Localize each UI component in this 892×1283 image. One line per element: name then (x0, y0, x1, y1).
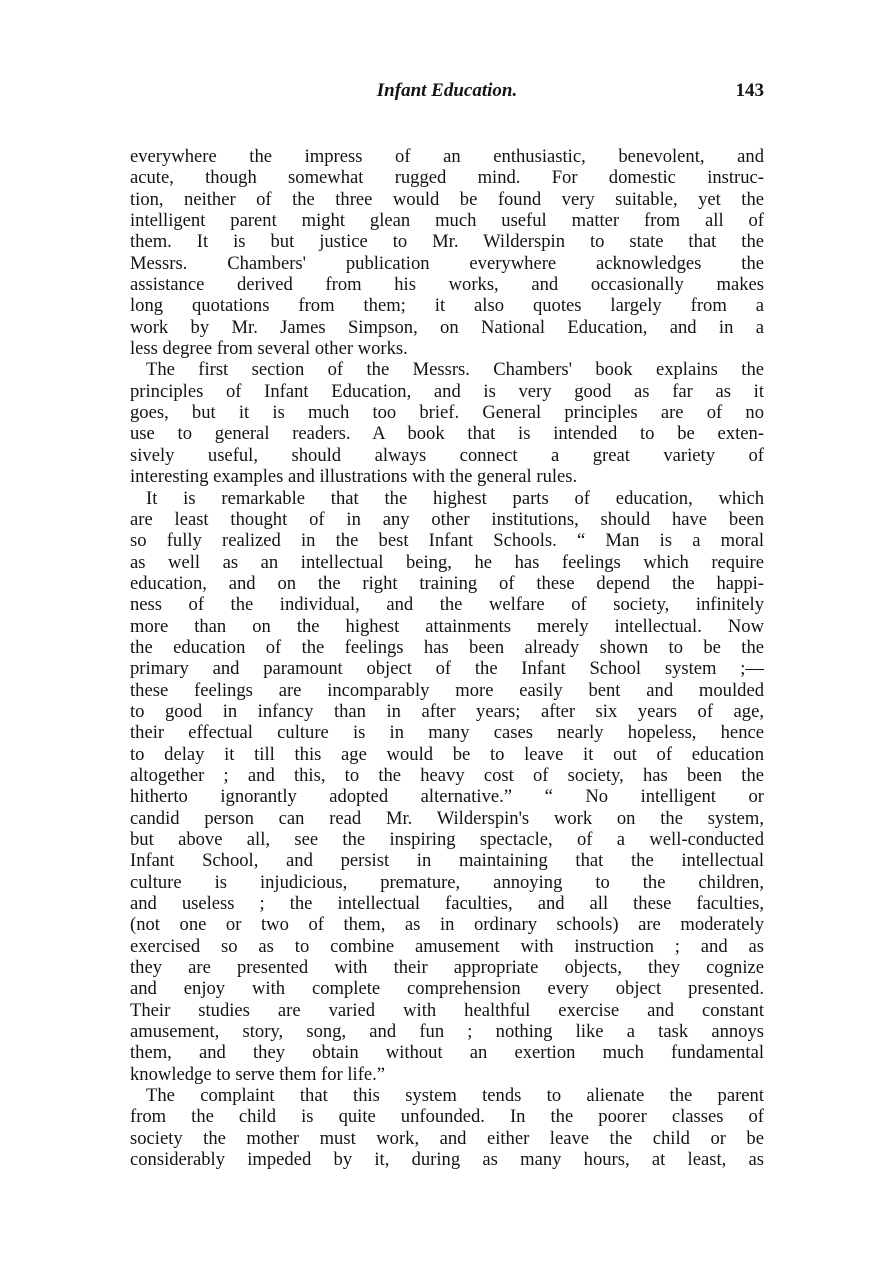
text-line: Their studies are varied with healthful exercise and constant (130, 999, 764, 1021)
running-title: Infant Education. (376, 80, 518, 101)
text-line: these feelings are incomparably more easily bent and moulded (130, 679, 764, 701)
text-line: sively useful, should always connect a great variety of (130, 444, 764, 466)
text-line: society the mother must work, and either leave the child or be (130, 1127, 764, 1149)
text-line: less degree from several other works. (130, 338, 408, 360)
text-line: and enjoy with complete comprehension every object presented. (130, 978, 764, 1000)
text-line: so fully realized in the best Infant Schools. “ Man is a moral (130, 530, 764, 552)
text-line: but above all, see the inspiring spectacle, of a well-conducted (130, 829, 764, 850)
text-line: amusement, story, song, and fun ; nothing like a task annoys (130, 1021, 764, 1043)
text-line: tion, neither of the three would be found very suitable, yet the (130, 188, 764, 210)
text-line: acute, though somewhat rugged mind. For domestic instruc- (130, 167, 764, 189)
body-text (130, 146, 764, 1171)
text-line: their effectual culture is in many cases nearly hopeless, hence (130, 722, 764, 744)
text-line: It is remarkable that the highest parts of education, which (146, 487, 764, 509)
text-line: candid person can read Mr. Wilderspin's work on the system, (130, 807, 764, 829)
text-line: are least thought of in any other institutions, should have been (130, 508, 764, 530)
text-line: them, and they obtain without an exertion much fundamental (130, 1042, 764, 1064)
text-line: the education of the feelings has been already shown to be the (130, 636, 764, 658)
text-line: assistance derived from his works, and occasionally makes (130, 274, 764, 296)
text-line: as well as an intellectual being, he has feelings which require (130, 551, 764, 573)
text-line: more than on the highest attainments merely intellectual. Now (130, 615, 764, 637)
text-line: altogether ; and this, to the heavy cost of society, has been the (130, 764, 764, 786)
text-line: goes, but it is much too brief. General principles are of no (130, 402, 764, 424)
text-line: primary and paramount object of the Infant School system ;— (130, 658, 764, 680)
running-head (130, 78, 764, 104)
text-line: culture is injudicious, premature, annoying to the children, (130, 871, 764, 893)
text-line: to good in infancy than in after years; after six years of age, (130, 700, 764, 722)
text-line: from the child is quite unfounded. In the poorer classes of (130, 1106, 764, 1128)
text-line: long quotations from them; it also quotes largely from a (130, 295, 764, 317)
text-line: work by Mr. James Simpson, on National Education, and in a (130, 316, 764, 338)
text-line: The first section of the Messrs. Chambers' book explains the (146, 359, 764, 381)
text-line: use to general readers. A book that is intended to be exten- (130, 423, 764, 445)
text-line: Messrs. Chambers' publication everywhere acknowledges the (130, 252, 764, 274)
text-line: principles of Infant Education, and is very good as far as it (130, 380, 764, 402)
text-line: education, and on the right training of these depend the happi- (130, 572, 764, 594)
text-line: ness of the individual, and the welfare of society, infinitely (130, 594, 764, 616)
text-line: The complaint that this system tends to alienate the parent (146, 1085, 764, 1107)
text-line: hitherto ignorantly adopted alternative.” “ No intelligent or (130, 786, 764, 808)
text-line: considerably impeded by it, during as many hours, at least, as (130, 1149, 764, 1171)
text-line: everywhere the impress of an enthusiastic, benevolent, and (130, 146, 764, 167)
text-line: they are presented with their appropriate objects, they cognize (130, 957, 764, 979)
text-line: interesting examples and illustrations with the general rules. (130, 466, 578, 488)
text-line: (not one or two of them, as in ordinary schools) are moderately (130, 914, 764, 936)
text-line: Infant School, and persist in maintaining that the intellectual (130, 850, 764, 872)
text-line: and useless ; the intellectual faculties, and all these faculties, (130, 893, 764, 915)
text-line: to delay it till this age would be to leave it out of education (130, 743, 764, 765)
text-line: intelligent parent might glean much useful matter from all of (130, 210, 764, 232)
text-line: exercised so as to combine amusement with instruction ; and as (130, 935, 764, 957)
text-line: knowledge to serve them for life.” (130, 1063, 386, 1085)
text-line: them. It is but justice to Mr. Wilderspin to state that the (130, 231, 764, 253)
page-number: 143 (735, 80, 764, 101)
